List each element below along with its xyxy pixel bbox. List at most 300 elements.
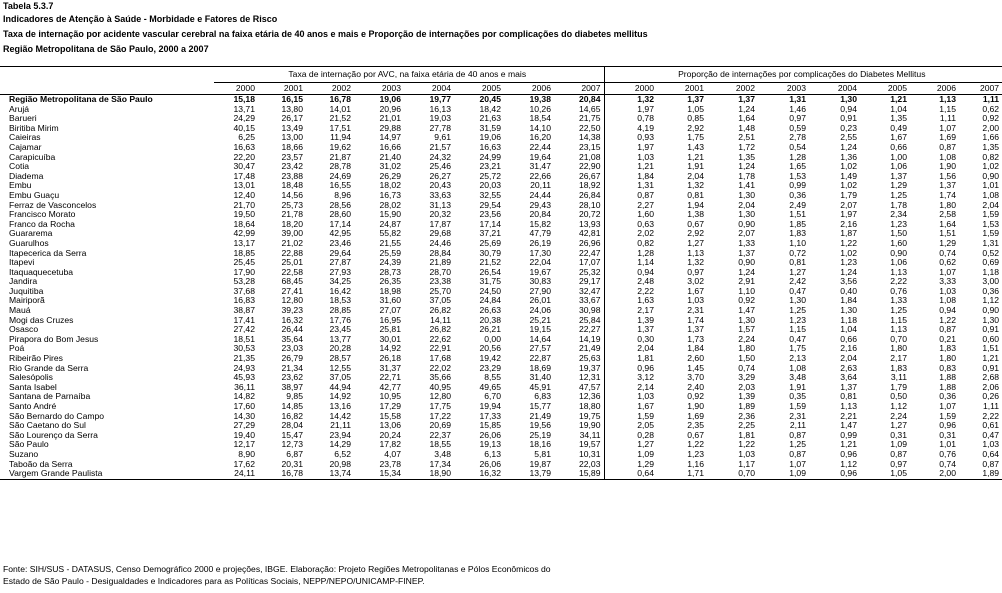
- avc-rate-cell: 27,57: [529, 344, 551, 354]
- diabetes-proportion-cell: 1,09: [758, 469, 809, 479]
- diabetes-proportion-cell: 1,07: [939, 267, 956, 277]
- avc-rate-cell: 16,63: [479, 142, 501, 152]
- avc-rate-cell: 25,72: [479, 171, 501, 181]
- avc-rate-cell: 24,44: [529, 190, 551, 200]
- table-row: [0, 239, 1002, 249]
- avc-rate-cell: 16,13: [429, 104, 451, 114]
- avc-rate-cell: 8,90: [238, 449, 255, 459]
- avc-rate-cell: 25,69: [479, 238, 501, 248]
- table-subtitle: Taxa de internação por acidente vascular cerebral na faixa etária de 40 anos e mais e Proporção de internações por complicações do diabetes mellitus: [3, 29, 648, 39]
- table-row: [0, 220, 1002, 230]
- diabetes-proportion-cell: 2,04: [738, 200, 755, 210]
- diabetes-proportion-cell: 1,33: [890, 296, 907, 306]
- diabetes-proportion-cell: 0,81: [789, 258, 806, 268]
- table-region-period: Região Metropolitana de São Paulo, 2000 a 2007: [3, 44, 209, 54]
- diabetes-proportion-cell: 0,93: [604, 133, 657, 143]
- diabetes-proportion-cell: 1,67: [687, 286, 704, 296]
- avc-rate-cell: 17,34: [429, 459, 451, 469]
- avc-rate-cell: 20,11: [530, 181, 551, 191]
- diabetes-proportion-cell: 1,47: [738, 306, 755, 316]
- avc-rate-cell: 19,15: [529, 325, 551, 335]
- diabetes-proportion-cell: 0,36: [789, 190, 806, 200]
- diabetes-proportion-cell: 0,97: [890, 459, 907, 469]
- diabetes-proportion-cell: 2,05: [604, 421, 657, 431]
- diabetes-proportion-cell: 0,62: [939, 258, 956, 268]
- diabetes-proportion-cell: 1,22: [840, 238, 857, 248]
- avc-rate-cell: 47,57: [578, 382, 601, 392]
- avc-rate-cell: 24,87: [379, 219, 401, 229]
- diabetes-proportion-cell: 2,35: [687, 421, 704, 431]
- diabetes-proportion-cell: 0,26: [982, 392, 1000, 402]
- diabetes-proportion-cell: 0,70: [707, 469, 758, 479]
- diabetes-proportion-cell: 3,33: [939, 277, 956, 287]
- diabetes-proportion-cell: 0,36: [939, 392, 956, 402]
- avc-rate-cell: 21,40: [379, 152, 401, 162]
- diabetes-proportion-cell: 3,12: [604, 373, 657, 383]
- municipality-name: Salesópolis: [9, 373, 53, 383]
- avc-rate-cell: 28,56: [329, 200, 351, 210]
- diabetes-proportion-cell: 0,74: [939, 459, 956, 469]
- avc-rate-cell: 25,73: [281, 200, 303, 210]
- avc-rate-cell: 26,01: [529, 296, 551, 306]
- diabetes-proportion-cell: 1,21: [982, 354, 1000, 364]
- municipality-name: Osasco: [9, 325, 39, 335]
- diabetes-proportion-cell: 2,04: [982, 200, 1000, 210]
- municipality-name: Suzano: [9, 449, 39, 459]
- diabetes-proportion-cell: 1,08: [939, 152, 956, 162]
- table-row: [0, 210, 1002, 220]
- avc-rate-cell: 15,89: [554, 469, 604, 479]
- diabetes-proportion-cell: 1,27: [890, 421, 907, 431]
- diabetes-proportion-cell: 1,00: [890, 152, 907, 162]
- avc-rate-cell: 23,21: [479, 162, 501, 172]
- diabetes-proportion-cell: 1,25: [890, 306, 907, 316]
- diabetes-proportion-cell: 0,78: [604, 114, 657, 124]
- diabetes-proportion-cell: 1,39: [604, 316, 657, 326]
- year-header: 2000: [214, 83, 258, 95]
- diabetes-proportion-cell: 2,02: [604, 229, 657, 239]
- avc-rate-cell: 19,90: [578, 421, 601, 431]
- diabetes-proportion-cell: 1,69: [687, 411, 704, 421]
- diabetes-proportion-cell: 2,55: [840, 133, 857, 143]
- year-header: 2005: [860, 83, 910, 95]
- avc-rate-cell: 22,87: [529, 354, 551, 364]
- diabetes-proportion-cell: 3,48: [789, 373, 806, 383]
- diabetes-proportion-cell: 1,78: [890, 200, 907, 210]
- avc-rate-cell: 22,37: [429, 430, 451, 440]
- table-row: [0, 201, 1002, 211]
- diabetes-proportion-cell: 1,02: [840, 181, 857, 191]
- avc-rate-cell: 18,42: [479, 104, 501, 114]
- avc-rate-cell: 16,78: [258, 469, 306, 479]
- avc-rate-cell: 19,38: [529, 94, 551, 104]
- avc-rate-cell: 26,19: [529, 238, 551, 248]
- avc-rate-cell: 6,70: [484, 392, 501, 402]
- avc-rate-cell: 17,51: [329, 123, 351, 133]
- avc-rate-cell: 15,90: [379, 210, 401, 220]
- avc-rate-cell: 22,66: [529, 171, 551, 181]
- municipality-name: Santo André: [9, 402, 57, 411]
- avc-rate-cell: 18,80: [578, 402, 601, 411]
- avc-rate-cell: 42,81: [578, 229, 601, 239]
- diabetes-proportion-cell: 1,80: [939, 354, 956, 364]
- avc-rate-cell: 27,07: [379, 306, 401, 316]
- diabetes-proportion-cell: 1,33: [738, 238, 755, 248]
- diabetes-proportion-cell: 1,18: [982, 267, 1000, 277]
- diabetes-proportion-cell: 1,10: [789, 238, 806, 248]
- diabetes-proportion-cell: 2,92: [687, 123, 704, 133]
- municipality-name: Jandira: [9, 277, 38, 287]
- avc-rate-cell: 22,27: [578, 325, 601, 335]
- diabetes-proportion-cell: 0,90: [738, 219, 755, 229]
- municipality-name: Franco da Rocha: [9, 219, 75, 229]
- diabetes-proportion-cell: 1,37: [890, 171, 907, 181]
- diabetes-proportion-cell: 1,01: [939, 440, 956, 450]
- year-header: 2005: [454, 83, 504, 95]
- avc-rate-cell: 31,75: [479, 277, 501, 287]
- avc-rate-cell: 12,17: [233, 440, 255, 450]
- diabetes-proportion-cell: 1,67: [604, 402, 657, 412]
- avc-rate-cell: 12,55: [329, 363, 351, 373]
- diabetes-proportion-cell: 1,30: [738, 190, 755, 200]
- avc-rate-cell: 18,48: [281, 181, 303, 191]
- diabetes-proportion-cell: 1,64: [939, 219, 956, 229]
- diabetes-proportion-cell: 1,29: [604, 460, 657, 470]
- diabetes-proportion-cell: 1,59: [982, 210, 1000, 220]
- diabetes-proportion-cell: 1,02: [840, 162, 857, 172]
- diabetes-proportion-cell: 1,11: [982, 402, 1000, 411]
- avc-rate-cell: 16,63: [233, 142, 255, 152]
- avc-rate-cell: 31,37: [379, 363, 401, 373]
- avc-rate-cell: 20,24: [379, 430, 401, 440]
- diabetes-proportion-cell: 1,38: [687, 210, 704, 220]
- avc-rate-cell: 10,95: [379, 392, 401, 402]
- municipality-name: São Paulo: [9, 440, 49, 450]
- avc-rate-cell: 21,78: [281, 210, 303, 220]
- avc-rate-cell: 12,80: [281, 296, 303, 306]
- diabetes-proportion-cell: 1,51: [939, 229, 956, 239]
- diabetes-proportion-cell: 1,43: [687, 142, 704, 152]
- diabetes-proportion-cell: 0,91: [982, 363, 1000, 373]
- avc-rate-cell: 16,32: [281, 315, 303, 325]
- avc-rate-cell: 32,55: [479, 190, 501, 200]
- avc-rate-cell: 40,15: [233, 123, 255, 133]
- diabetes-proportion-cell: 0,87: [982, 459, 1000, 469]
- diabetes-proportion-cell: 1,97: [840, 210, 857, 220]
- diabetes-proportion-cell: 1,89: [738, 402, 755, 411]
- avc-rate-cell: 19,77: [429, 94, 451, 104]
- avc-rate-cell: 23,38: [429, 277, 451, 287]
- year-header: 2007: [554, 83, 604, 95]
- municipality-name: Guararema: [9, 229, 53, 239]
- avc-rate-cell: 37,21: [479, 229, 501, 239]
- avc-rate-cell: 30,98: [578, 306, 601, 316]
- avc-rate-cell: 16,78: [329, 94, 351, 104]
- avc-rate-cell: 22,03: [578, 459, 601, 469]
- diabetes-proportion-cell: 0,35: [789, 392, 806, 402]
- avc-rate-cell: 38,97: [281, 382, 303, 392]
- diabetes-proportion-cell: 2,91: [738, 277, 755, 287]
- avc-rate-cell: 12,31: [578, 373, 601, 383]
- avc-rate-cell: 22,47: [578, 248, 601, 258]
- diabetes-proportion-cell: 1,51: [982, 344, 1000, 354]
- avc-rate-cell: 28,85: [329, 306, 351, 316]
- diabetes-proportion-cell: 2,31: [789, 411, 806, 421]
- avc-rate-cell: 13,16: [329, 402, 351, 411]
- diabetes-proportion-cell: 1,84: [687, 344, 704, 354]
- diabetes-proportion-cell: 1,83: [789, 229, 806, 239]
- avc-rate-cell: 13,79: [504, 469, 554, 479]
- avc-rate-cell: 13,71: [233, 104, 255, 114]
- diabetes-proportion-cell: 0,70: [890, 334, 907, 344]
- diabetes-proportion-cell: 3,11: [890, 373, 907, 383]
- diabetes-proportion-cell: 1,65: [789, 162, 806, 172]
- avc-rate-cell: 24,50: [479, 286, 501, 296]
- avc-rate-cell: 31,13: [429, 200, 451, 210]
- avc-rate-cell: 26,82: [429, 306, 451, 316]
- diabetes-proportion-cell: 0,54: [789, 142, 806, 152]
- avc-rate-cell: 17,07: [578, 258, 601, 268]
- diabetes-proportion-cell: 0,96: [809, 469, 860, 479]
- diabetes-proportion-cell: 0,36: [982, 286, 1000, 296]
- avc-rate-cell: 19,56: [529, 421, 551, 431]
- avc-rate-cell: 34,11: [579, 430, 601, 440]
- diabetes-proportion-cell: 1,97: [604, 105, 657, 115]
- municipality-name: Embu Guaçu: [9, 190, 60, 200]
- avc-rate-cell: 26,17: [281, 114, 303, 124]
- table-row: [0, 249, 1002, 259]
- diabetes-proportion-cell: 0,87: [604, 191, 657, 201]
- diabetes-proportion-cell: 1,03: [738, 449, 755, 459]
- diabetes-proportion-cell: 0,28: [604, 431, 657, 441]
- avc-rate-cell: 42,99: [233, 229, 255, 239]
- avc-rate-cell: 30,79: [479, 248, 501, 258]
- avc-rate-cell: 14,56: [281, 190, 303, 200]
- avc-rate-cell: 19,67: [529, 267, 551, 277]
- avc-rate-cell: 23,57: [281, 152, 303, 162]
- avc-rate-cell: 14,92: [379, 344, 401, 354]
- diabetes-proportion-cell: 1,27: [604, 440, 657, 450]
- diabetes-proportion-cell: 2,24: [738, 334, 755, 344]
- diabetes-proportion-cell: 0,40: [840, 286, 857, 296]
- avc-rate-cell: 28,84: [429, 248, 451, 258]
- avc-rate-cell: 16,82: [281, 411, 303, 421]
- diabetes-proportion-cell: 1,11: [982, 94, 1000, 104]
- avc-rate-cell: 18,69: [529, 363, 551, 373]
- municipality-name: São Caetano do Sul: [9, 421, 86, 431]
- avc-rate-cell: 18,51: [233, 334, 255, 344]
- diabetes-proportion-cell: 2,07: [738, 229, 755, 239]
- source-note-line-2: Estado de São Paulo - Desigualdades e Indicadores para as Políticas Sociais, NEPP/NEPO/UNICAMP-FINEP.: [3, 576, 425, 586]
- avc-rate-cell: 17,14: [329, 219, 351, 229]
- avc-rate-cell: 15,77: [529, 402, 551, 411]
- avc-rate-cell: 42,77: [379, 382, 401, 392]
- diabetes-proportion-cell: 2,22: [982, 411, 1000, 421]
- diabetes-proportion-cell: 0,90: [982, 171, 1000, 181]
- avc-rate-cell: 26,84: [578, 190, 601, 200]
- diabetes-proportion-cell: 1,28: [604, 249, 657, 259]
- diabetes-proportion-cell: 1,25: [789, 306, 806, 316]
- diabetes-proportion-cell: 0,21: [939, 334, 956, 344]
- avc-rate-cell: 22,62: [429, 334, 451, 344]
- municipality-name: Santana de Parnaíba: [9, 392, 91, 402]
- avc-rate-cell: 31,60: [379, 296, 401, 306]
- diabetes-proportion-cell: 1,27: [687, 238, 704, 248]
- avc-rate-cell: 16,73: [379, 190, 401, 200]
- avc-rate-cell: 13,00: [281, 133, 303, 143]
- avc-rate-cell: 18,92: [578, 181, 601, 191]
- empty-header-cell: [0, 67, 214, 83]
- avc-rate-cell: 20,96: [379, 104, 401, 114]
- diabetes-proportion-cell: 1,66: [982, 133, 1000, 143]
- avc-rate-cell: 21,35: [233, 354, 255, 364]
- diabetes-proportion-cell: 1,47: [840, 421, 857, 431]
- diabetes-proportion-cell: 0,59: [789, 123, 806, 133]
- avc-rate-cell: 23,78: [379, 459, 401, 469]
- avc-rate-cell: 21,34: [281, 363, 303, 373]
- year-header: 2007: [959, 83, 1002, 95]
- diabetes-proportion-cell: 1,83: [939, 344, 956, 354]
- diabetes-proportion-cell: 2,11: [789, 421, 806, 431]
- diabetes-proportion-cell: 0,60: [982, 334, 1000, 344]
- diabetes-proportion-cell: 2,63: [840, 363, 857, 373]
- avc-rate-cell: 15,47: [281, 430, 303, 440]
- avc-rate-cell: 20,28: [329, 344, 351, 354]
- avc-rate-cell: 19,37: [578, 363, 601, 373]
- diabetes-proportion-cell: 1,41: [738, 181, 755, 191]
- avc-rate-cell: 32,47: [578, 286, 601, 296]
- avc-rate-cell: 19,06: [379, 94, 401, 104]
- municipality-name: São Bernardo do Campo: [9, 411, 105, 421]
- year-header: 2003: [758, 83, 809, 95]
- municipality-name: Arujá: [9, 104, 30, 114]
- avc-rate-cell: 36,11: [234, 382, 255, 392]
- diabetes-proportion-cell: 1,27: [789, 267, 806, 277]
- diabetes-proportion-cell: 1,03: [604, 153, 657, 163]
- diabetes-proportion-cell: 2,27: [604, 201, 657, 211]
- diabetes-proportion-cell: 1,07: [939, 123, 956, 133]
- table-row: [0, 172, 1002, 182]
- avc-rate-cell: 13,49: [281, 123, 303, 133]
- avc-rate-cell: 16,95: [379, 315, 401, 325]
- avc-rate-cell: 42,95: [329, 229, 351, 239]
- diabetes-proportion-cell: 2,24: [890, 411, 907, 421]
- diabetes-proportion-cell: 1,03: [939, 286, 956, 296]
- diabetes-proportion-cell: 1,12: [840, 459, 857, 469]
- diabetes-proportion-cell: 1,31: [604, 181, 657, 191]
- avc-rate-cell: 27,78: [429, 123, 451, 133]
- avc-rate-cell: 17,60: [233, 402, 255, 411]
- avc-rate-cell: 13,06: [379, 421, 401, 431]
- avc-rate-cell: 25,59: [379, 248, 401, 258]
- avc-rate-cell: 25,19: [529, 430, 551, 440]
- avc-rate-cell: 18,53: [329, 296, 351, 306]
- diabetes-proportion-cell: 1,63: [604, 296, 657, 306]
- avc-rate-cell: 28,60: [329, 210, 351, 220]
- avc-rate-cell: 21,57: [429, 142, 451, 152]
- diabetes-proportion-cell: 1,45: [687, 363, 704, 373]
- table-row: [0, 460, 1002, 470]
- avc-rate-cell: 17,14: [479, 219, 501, 229]
- avc-rate-cell: 18,98: [379, 286, 401, 296]
- diabetes-proportion-cell: 1,81: [604, 354, 657, 364]
- avc-rate-cell: 23,46: [329, 238, 351, 248]
- diabetes-proportion-cell: 2,07: [840, 200, 857, 210]
- diabetes-proportion-cell: 2,03: [738, 382, 755, 392]
- table-row: [0, 392, 1002, 402]
- diabetes-proportion-cell: 2,40: [687, 382, 704, 392]
- avc-rate-cell: 17,82: [379, 440, 401, 450]
- table-row: [0, 469, 1002, 479]
- diabetes-proportion-cell: 1,94: [687, 200, 704, 210]
- avc-rate-cell: 16,20: [529, 133, 551, 143]
- avc-rate-cell: 26,18: [379, 354, 401, 364]
- empty-year-cell: [0, 83, 214, 95]
- municipality-name: São Lourenço da Serra: [9, 430, 98, 440]
- avc-rate-cell: 27,42: [233, 325, 255, 335]
- diabetes-proportion-cell: 1,74: [939, 190, 956, 200]
- diabetes-proportion-cell: 1,02: [840, 248, 857, 258]
- avc-rate-cell: 24,84: [479, 296, 501, 306]
- diabetes-proportion-cell: 1,08: [939, 296, 956, 306]
- diabetes-proportion-cell: 1,32: [687, 181, 704, 191]
- year-header: 2004: [809, 83, 860, 95]
- avc-rate-cell: 23,62: [281, 373, 303, 383]
- diabetes-proportion-cell: 1,23: [687, 449, 704, 459]
- avc-rate-cell: 20,43: [429, 181, 451, 191]
- avc-rate-cell: 3,48: [434, 449, 451, 459]
- diabetes-proportion-cell: 1,35: [982, 142, 1000, 152]
- table-row: [0, 296, 1002, 306]
- avc-rate-cell: 21,01: [379, 114, 401, 124]
- avc-rate-cell: 22,44: [529, 142, 551, 152]
- diabetes-proportion-cell: 1,81: [738, 430, 755, 440]
- diabetes-proportion-cell: 0,49: [890, 123, 907, 133]
- avc-rate-cell: 16,15: [281, 94, 303, 104]
- avc-rate-cell: 25,81: [379, 325, 401, 335]
- diabetes-proportion-cell: 1,24: [738, 104, 755, 114]
- diabetes-proportion-cell: 1,23: [840, 258, 857, 268]
- table-row: [0, 191, 1002, 201]
- table-body: [0, 95, 1002, 480]
- municipality-name: Pirapora do Bom Jesus: [9, 334, 99, 344]
- avc-rate-cell: 33,63: [429, 190, 451, 200]
- avc-rate-cell: 30,01: [379, 334, 401, 344]
- avc-rate-cell: 47,79: [529, 229, 551, 239]
- diabetes-proportion-cell: 1,37: [687, 325, 704, 335]
- diabetes-proportion-cell: 1,24: [738, 162, 755, 172]
- diabetes-proportion-cell: 1,13: [890, 325, 907, 335]
- avc-rate-cell: 9,61: [434, 133, 451, 143]
- avc-rate-cell: 27,41: [281, 286, 303, 296]
- table-row: [0, 354, 1002, 364]
- diabetes-proportion-cell: 1,30: [738, 315, 755, 325]
- avc-rate-cell: 39,23: [281, 306, 303, 316]
- diabetes-proportion-cell: 1,57: [738, 325, 755, 335]
- table-row: [0, 316, 1002, 326]
- source-note-line-1: Fonte: SIH/SUS - DATASUS, Censo Demográfico 2000 e projeções, IBGE. Elaboração: Projeto Regiões Metropolitanas e Pólos Econômicos do: [3, 564, 551, 574]
- diabetes-proportion-cell: 1,08: [789, 363, 806, 373]
- avc-rate-cell: 26,06: [479, 459, 501, 469]
- avc-rate-cell: 19,13: [479, 440, 501, 450]
- table-row: [0, 268, 1002, 278]
- diabetes-proportion-cell: 1,64: [738, 114, 755, 124]
- avc-rate-cell: 23,56: [479, 210, 501, 220]
- avc-rate-cell: 22,02: [429, 363, 451, 373]
- avc-rate-cell: 28,73: [379, 267, 401, 277]
- avc-rate-cell: 24,93: [233, 363, 255, 373]
- avc-rate-cell: 14,97: [379, 133, 401, 143]
